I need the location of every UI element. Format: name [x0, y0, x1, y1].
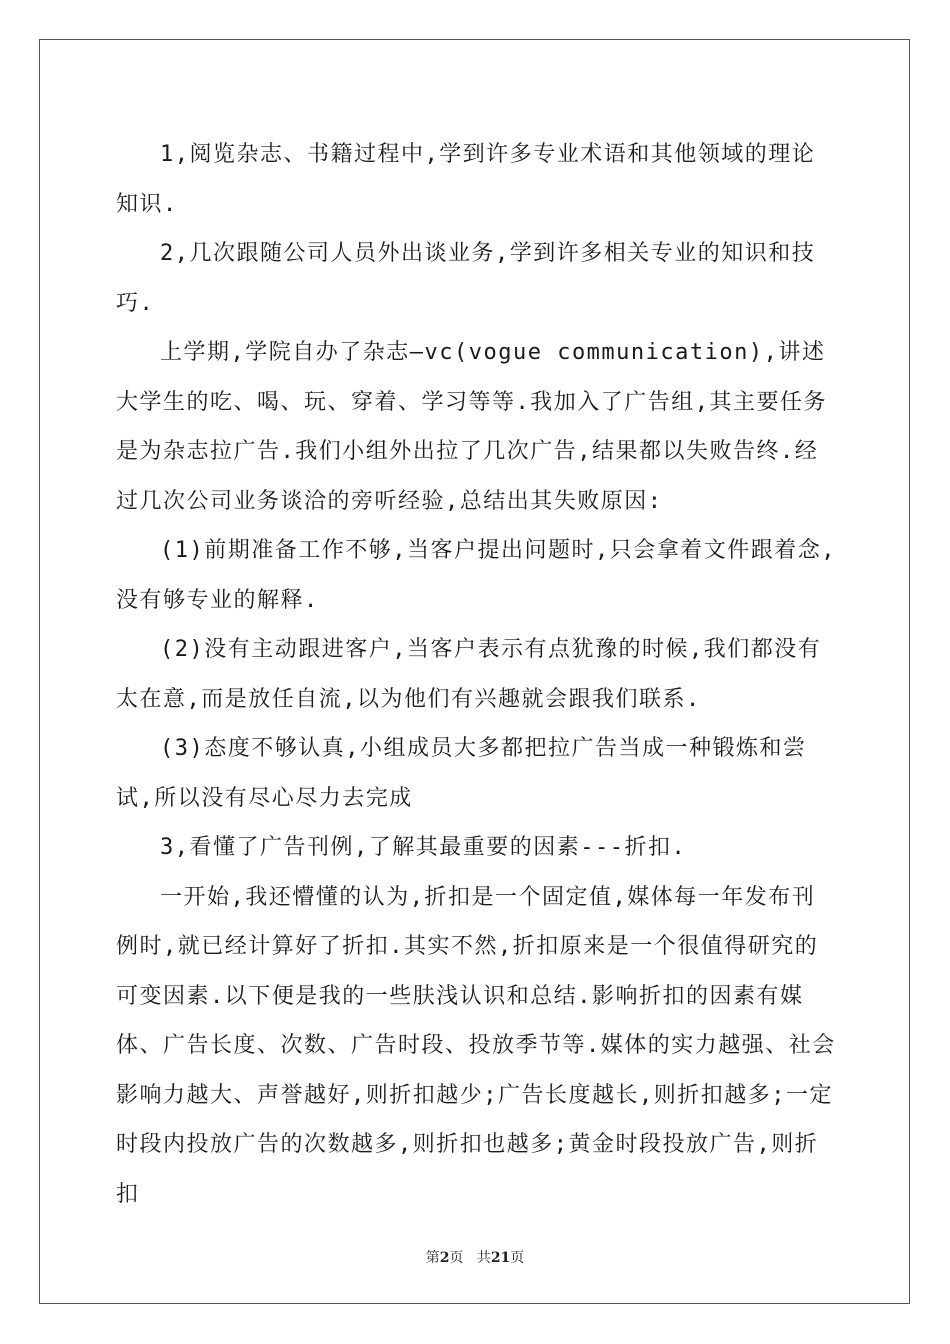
paragraph-6: (3)态度不够认真,小组成员大多都把拉广告当成一种锻炼和尝试,所以没有尽心尽力去完成 — [116, 736, 807, 811]
page-number: 2 — [439, 1250, 450, 1266]
total-pages: 21 — [490, 1250, 511, 1266]
paragraph-8: 一开始,我还懵懂的认为,折扣是一个固定值,媒体每一年发布刊例时,就已经计算好了折扣.其实不然,折扣原来是一个很值得研究的可变因素.以下便是我的一些肤浅认识和总结.影响折扣的因素有媒体、广告长度、次数、广告时段、投放季节等.媒体的实力越强、社会影响力越大、声誉越好,则折扣越少;广告长度越长,则折扣越多;一定时段内投放广告的次数越多,则折扣也越多;黄金时段投放广告,则折扣 — [116, 884, 836, 1207]
page-prefix: 第 — [425, 1250, 440, 1266]
page-suffix: 页 — [449, 1250, 464, 1266]
paragraph-3: 上学期,学院自办了杂志—vc(vogue communication),讲述大学生的吃、喝、玩、穿着、学习等等.我加入了广告组,其主要任务是为杂志拉广告.我们小组外出拉了几次广告,结果都以失败告终.经过几次公司业务谈洽的旁听经验,总结出其失败原因: — [116, 340, 827, 514]
paragraph-1: 1,阅览杂志、书籍过程中,学到许多专业术语和其他领域的理论知识. — [116, 142, 816, 217]
paragraph-5: (2)没有主动跟进客户,当客户表示有点犹豫的时候,我们都没有太在意,而是放任自流,以为他们有兴趣就会跟我们联系. — [116, 637, 822, 712]
paragraph-4: (1)前期准备工作不够,当客户提出问题时,只会拿着文件跟着念,没有够专业的解释. — [116, 538, 836, 613]
document-body — [116, 130, 836, 1219]
total-suffix: 页 — [510, 1250, 525, 1266]
total-prefix: 共 — [476, 1250, 491, 1266]
paragraph-2: 2,几次跟随公司人员外出谈业务,学到许多相关专业的知识和技巧. — [116, 241, 816, 316]
paragraph-7: 3,看懂了广告刊例,了解其最重要的因素---折扣. — [160, 835, 687, 860]
page-footer — [0, 1247, 950, 1267]
